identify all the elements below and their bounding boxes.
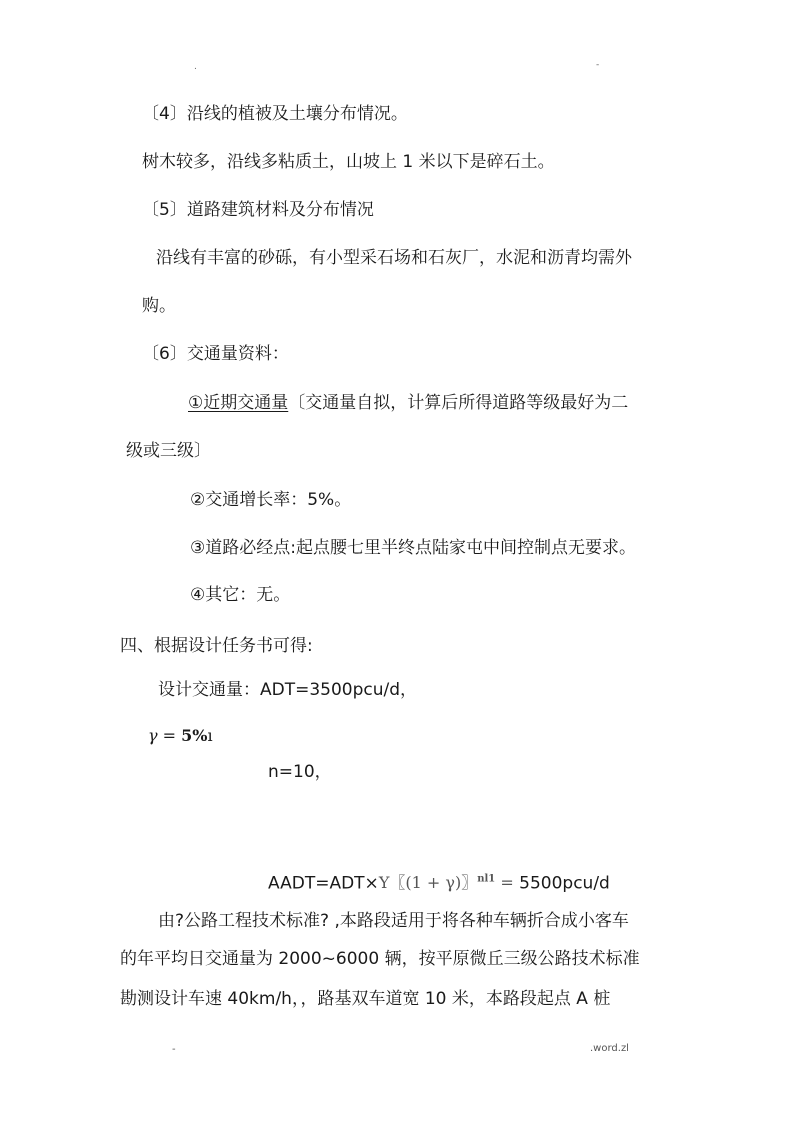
footer-right-text: .word.zl bbox=[590, 1043, 629, 1054]
traffic-item-1-note: 〔交通量自拟，计算后所得道路等级最好为二 bbox=[288, 393, 629, 413]
gamma-tail: ı bbox=[207, 726, 213, 745]
footer-left-mark: - bbox=[172, 1044, 176, 1055]
traffic-item-1-label: ①近期交通量 bbox=[188, 393, 289, 413]
section-5-heading: 〔5〕道路建筑材料及分布情况 bbox=[142, 200, 374, 220]
traffic-item-3: ③道路必经点:起点腰七里半终点陆家屯中间控制点无要求。 bbox=[190, 538, 636, 558]
standard-para-line2-b: 为 2000~6000 辆，按平原微丘三级公路技术标准 bbox=[256, 949, 640, 969]
gamma-symbol: γ bbox=[148, 726, 158, 745]
aadt-result: 5500pcu/d bbox=[519, 873, 610, 894]
gamma-equation bbox=[148, 725, 213, 747]
standard-para-line1: 由?公路工程技术标准? ,本路段适用于将各种车辆折合成小客车 bbox=[158, 911, 629, 931]
section-4-heading: 〔4〕沿线的植被及土壤分布情况。 bbox=[142, 104, 408, 124]
formula-expr: (1 + γ) bbox=[405, 873, 462, 893]
section-4-body: 树木较多，沿线多粘质土，山坡上 1 米以下是碎石土。 bbox=[142, 152, 555, 172]
aadt-formula-image bbox=[379, 873, 514, 892]
formula-exponent: nl1 bbox=[477, 874, 496, 885]
n-value-line: n=10， bbox=[268, 762, 332, 782]
formula-close-bracket: 〗 bbox=[461, 873, 478, 893]
aadt-prefix: AADT=ADT× bbox=[268, 873, 379, 894]
section-four-heading: 四、根据设计任务书可得: bbox=[120, 636, 313, 656]
standard-para-line2-a: 的年平均日交通量 bbox=[120, 949, 256, 969]
traffic-item-4: ④其它：无。 bbox=[190, 585, 291, 605]
section-5-body-line1: 沿线有丰富的砂砾，有小型采石场和石灰厂，水泥和沥青均需外 bbox=[156, 248, 632, 268]
section-5-body-line2: 购。 bbox=[142, 296, 176, 316]
formula-y: Y bbox=[378, 873, 390, 893]
gamma-equals: = bbox=[162, 726, 177, 745]
standard-para-line3: 勘测设计车速 40km/h，，路基双车道宽 10 米，本路段起点 A 桩 bbox=[120, 989, 611, 1009]
gamma-value: 5% bbox=[181, 726, 208, 745]
formula-equals: = bbox=[500, 873, 514, 893]
header-right-mark: - bbox=[596, 60, 600, 70]
design-traffic-line: 设计交通量：ADT=3500pcu/d， bbox=[158, 680, 418, 700]
traffic-item-1-line2: 级或三级〕 bbox=[126, 441, 211, 461]
standard-para-line2 bbox=[120, 947, 640, 971]
header-left-mark: . bbox=[194, 62, 197, 72]
aadt-formula-line bbox=[268, 869, 610, 895]
traffic-item-1-line1 bbox=[188, 391, 628, 415]
traffic-item-2: ②交通增长率：5%。 bbox=[190, 490, 352, 510]
formula-open-bracket: 〖 bbox=[389, 873, 406, 893]
section-6-heading: 〔6〕交通量资料： bbox=[142, 344, 289, 364]
